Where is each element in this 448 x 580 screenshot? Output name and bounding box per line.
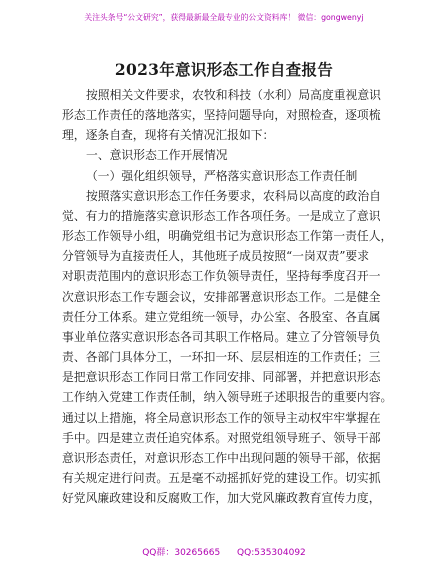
body-line: 按照落实意识形态工作任务要求，农科局以高度的政治自	[86, 188, 381, 203]
body-line: 觉、有力的措施落实意识形态工作各项任务。一是成立了意识	[62, 208, 381, 223]
body-line: 理，逐条自查，现将有关情况汇报如下：	[62, 128, 275, 143]
body-line: 形态工作领导小组，明确党组书记为意识形态工作第一责任人，	[62, 229, 393, 244]
body-line: 工作纳入党建工作责任制，纳入领导班子述职报告的重要内容。	[62, 390, 393, 405]
body-line: 责任分工体系。建立党组统一领导，办公室、各股室、各直属	[62, 309, 381, 324]
body-line: 一、意识形态工作开展情况	[86, 148, 228, 163]
body-line: 通过以上措施，将全局意识形态工作的领导主动权牢牢掌握在	[62, 410, 381, 425]
body-line: 责、各部门具体分工，一环扣一环、层层相连的工作责任；三	[62, 350, 381, 365]
body-line: 事业单位落实意识形态各司其职工作格局。建立了分管领导负	[62, 329, 381, 344]
document-body	[62, 85, 393, 508]
body-line: （一）强化组织领导，严格落实意识形态工作责任制	[86, 168, 358, 183]
body-line: 形态工作责任的落地落实，坚持问题导向，对照检查，逐项梳	[62, 108, 381, 123]
qq-number: QQ:535304092	[237, 548, 306, 558]
body-line: 是把意识形态工作同日常工作同安排、同部署，并把意识形态	[62, 370, 381, 385]
body-line: 手中。四是建立责任追究体系。对照党组领导班子、领导干部	[62, 430, 381, 445]
footer-contact	[0, 545, 448, 558]
body-line: 意识形态责任，对意识形态工作中出现问题的领导干部，依据	[62, 450, 381, 465]
promo-banner: 关注头条号“公文研究”，获得最新最全最专业的公文资料库！ 微信：gongwenyj	[84, 13, 364, 22]
document-title: 2023年意识形态工作自查报告	[114, 60, 334, 79]
body-line: 按照相关文件要求，农牧和科技（水利）局高度重视意识	[86, 88, 381, 102]
body-line: 好党风廉政建设和反腐败工作，加大党风廉政教育宣传力度，	[62, 491, 381, 506]
body-line: 有关规定进行问责。五是毫不动摇抓好党的建设工作。切实抓	[62, 470, 381, 485]
qq-group-number: QQ群：30265665	[142, 548, 221, 558]
body-line: 次意识形态工作专题会议，安排部署意识形态工作。二是健全	[62, 289, 381, 304]
body-line: 对职责范围内的意识形态工作负领导责任，坚持每季度召开一	[62, 269, 381, 284]
body-line: 分管领导为直接责任人，其他班子成员按照“一岗双责”要求	[62, 249, 369, 264]
